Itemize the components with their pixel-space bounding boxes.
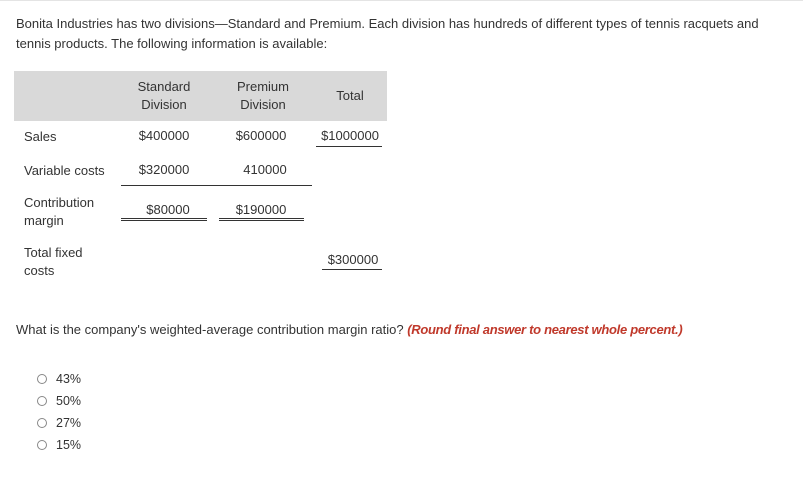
problem-intro: Bonita Industries has two divisions—Standard and Premium. Each division has hundreds of different types of tennis racquets and tennis products. The following information is available: (16, 16, 759, 51)
sales-premium-value: $600000 (235, 128, 287, 143)
contribution-margin-label-line2: margin (24, 213, 64, 228)
radio-button-icon[interactable] (37, 396, 47, 406)
contribution-margin-premium-value: $190000 (235, 202, 287, 217)
contribution-margin-premium-double-underline (219, 218, 304, 221)
option-2-label: 50% (56, 394, 82, 408)
sales-standard-value: $400000 (138, 128, 190, 143)
contribution-margin-label-line1: Contribution (24, 195, 95, 210)
total-fixed-costs-label-line2: costs (24, 263, 55, 278)
option-2[interactable] (37, 390, 81, 412)
variable-costs-premium-value: 410000 (243, 162, 287, 177)
variable-costs-standard-value: $320000 (138, 162, 190, 177)
option-1[interactable] (37, 368, 81, 390)
header-standard-line2: Division (141, 97, 187, 112)
question-prompt (16, 322, 682, 337)
header-total: Total (336, 88, 364, 103)
total-fixed-costs-total-value: $300000 (327, 252, 379, 267)
option-1-label: 43% (56, 372, 82, 386)
header-premium-line2: Division (240, 97, 286, 112)
sales-total-value: $1000000 (321, 128, 379, 143)
radio-button-icon[interactable] (37, 440, 47, 450)
question-text: What is the company's weighted-average contribution margin ratio? (16, 322, 404, 337)
row-label-total-fixed-costs (24, 244, 83, 280)
total-fixed-costs-underline (322, 269, 382, 270)
header-premium-line1: Premium (236, 79, 289, 94)
row-label-contribution-margin (24, 194, 94, 230)
header-standard-line1: Standard (137, 79, 191, 94)
divider (0, 0, 803, 1)
option-4-label: 15% (56, 438, 82, 452)
row-label-variable-costs: Variable costs (24, 163, 105, 178)
option-4[interactable] (37, 434, 81, 456)
variable-costs-underline (121, 185, 312, 186)
option-3-label: 27% (56, 416, 82, 430)
header-premium-division (224, 71, 302, 121)
radio-button-icon[interactable] (37, 374, 47, 384)
sales-total-underline (316, 146, 382, 147)
table-header (14, 71, 387, 121)
answer-options (37, 368, 81, 456)
radio-button-icon[interactable] (37, 418, 47, 428)
option-3[interactable] (37, 412, 81, 434)
row-label-sales: Sales (24, 129, 57, 144)
header-standard-division (126, 71, 202, 121)
contribution-margin-standard-value: $80000 (146, 202, 190, 217)
total-fixed-costs-label-line1: Total fixed (24, 245, 83, 260)
rounding-hint: (Round final answer to nearest whole percent.) (407, 322, 683, 337)
contribution-margin-standard-double-underline (121, 218, 207, 221)
